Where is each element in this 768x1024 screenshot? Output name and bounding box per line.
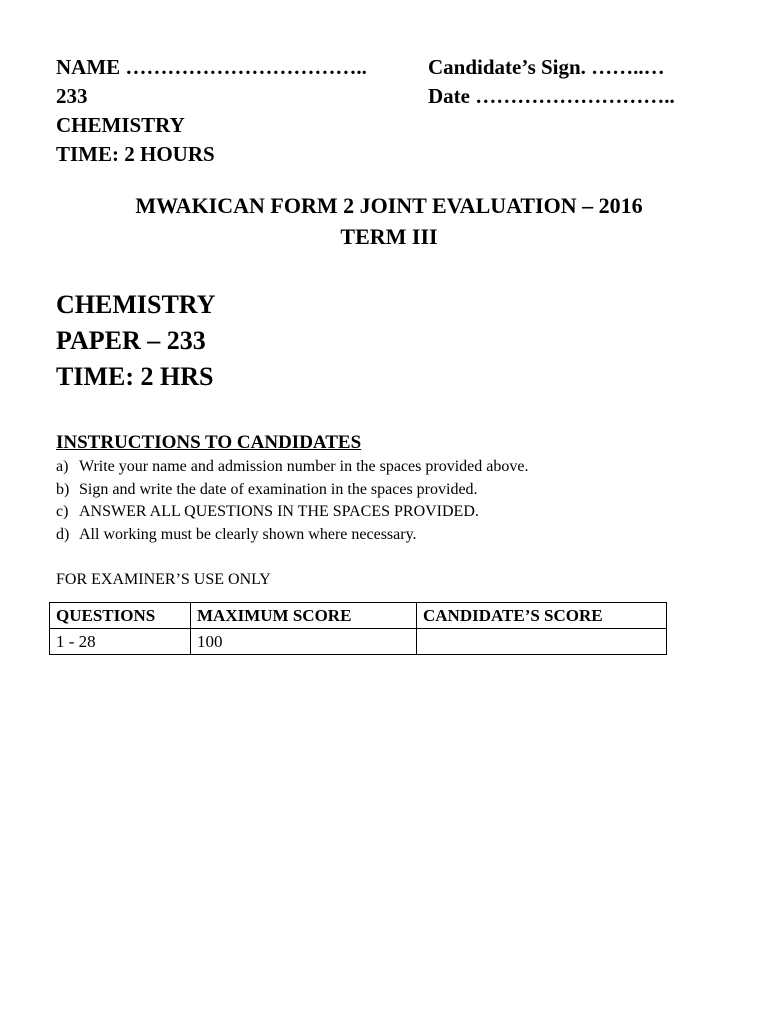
instruction-item — [56, 456, 528, 479]
instruction-item — [56, 524, 528, 547]
score-table-header — [50, 603, 667, 629]
instruction-text: All working must be clearly shown where necessary. — [79, 525, 417, 543]
column-header-candidate-score: CANDIDATE’S SCORE — [417, 603, 667, 629]
paper-subject: CHEMISTRY — [56, 290, 216, 319]
paper-time: TIME: 2 HRS — [56, 362, 214, 391]
instruction-marker: c) — [56, 503, 69, 520]
instruction-item — [56, 479, 528, 502]
instructions-list — [56, 456, 528, 546]
score-table — [49, 602, 667, 655]
column-header-questions: QUESTIONS — [50, 603, 191, 629]
instruction-marker: b) — [56, 480, 70, 498]
instruction-item — [56, 501, 528, 524]
paper-number: PAPER – 233 — [56, 326, 206, 355]
instruction-text: ANSWER ALL QUESTIONS IN THE SPACES PROVIDED. — [79, 503, 479, 520]
cell-candidate-score[interactable] — [417, 629, 667, 655]
instruction-marker: d) — [56, 525, 70, 543]
date-line: Date ……………………….. — [428, 84, 675, 108]
evaluation-term: TERM III — [340, 224, 438, 249]
header-subject: CHEMISTRY — [56, 113, 185, 137]
instructions-heading: INSTRUCTIONS TO CANDIDATES — [56, 432, 362, 453]
column-header-maximum-score: MAXIMUM SCORE — [191, 603, 417, 629]
table-row — [50, 629, 667, 655]
instruction-text: Write your name and admission number in the spaces provided above. — [79, 458, 529, 475]
cell-questions: 1 - 28 — [50, 629, 191, 655]
name-field-line: NAME …………………………….. — [56, 55, 367, 79]
instruction-marker: a) — [56, 458, 69, 475]
evaluation-title: MWAKICAN FORM 2 JOINT EVALUATION – 2016 — [135, 193, 643, 218]
header-time: TIME: 2 HOURS — [56, 142, 215, 166]
candidate-sign-line: Candidate’s Sign. ……..… — [428, 55, 665, 79]
paper-code: 233 — [56, 84, 88, 108]
instruction-text: Sign and write the date of examination in the spaces provided. — [79, 480, 478, 498]
cell-maximum-score: 100 — [191, 629, 417, 655]
examiner-use-label: FOR EXAMINER’S USE ONLY — [56, 571, 271, 588]
